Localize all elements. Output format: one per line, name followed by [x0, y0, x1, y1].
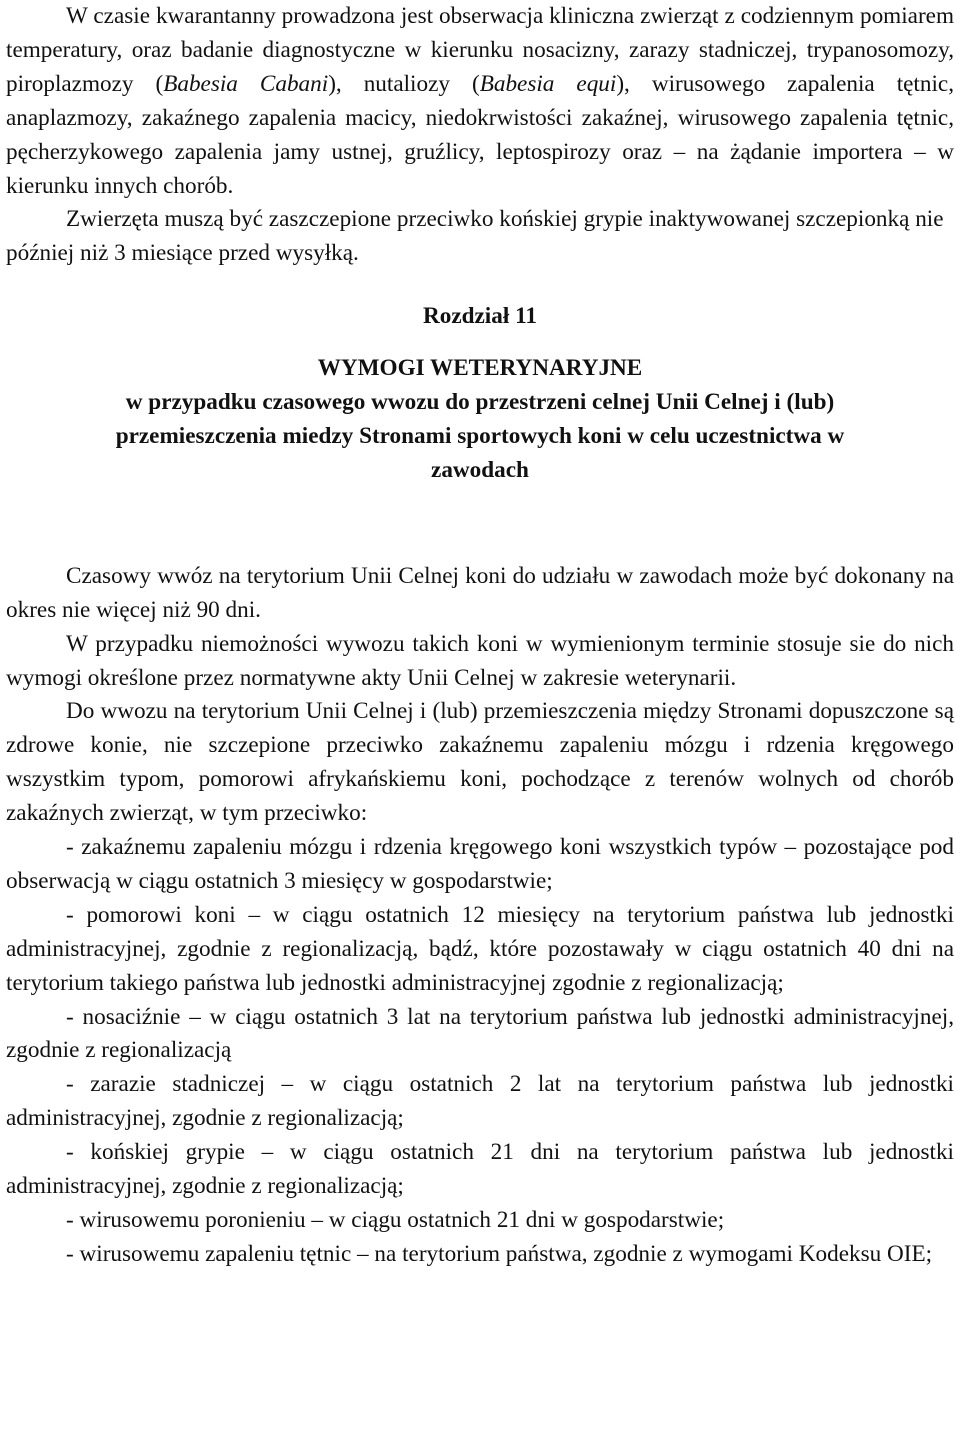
list-item: - nosaciźnie – w ciągu ostatnich 3 lat na terytorium państwa lub jednostki administracyjnej, zgodnie z regionalizacją	[6, 1003, 954, 1064]
chapter-title	[6, 352, 954, 488]
chapter-number: Rozdział 11	[422, 303, 537, 330]
chapter-title-line-3: zawodach	[431, 456, 529, 483]
chapter-title-main: WYMOGI WETERYNARYJNE	[317, 355, 643, 382]
paragraph-quarantine-text-a: W czasie kwarantanny prowadzona jest obserwacja kliniczna zwierząt z codziennym pomiarem temperatury, oraz badanie diagnostyczne w kierunku nosacizny, zarazy stadniczej, trypanosomozy, piroplazmozy (	[6, 3, 954, 97]
list-item: - zarazie stadniczej – w ciągu ostatnich 2 lat na terytorium państwa lub jednostki administracyjnej, zgodnie z regionalizacją;	[6, 1071, 954, 1132]
chapter-title-line-1: w przypadku czasowego wwozu do przestrzeni celnej Unii Celnej i (lub)	[125, 389, 835, 416]
list-item: - wirusowemu zapaleniu tętnic – na terytorium państwa, zgodnie z wymogami Kodeksu OIE;	[66, 1240, 933, 1267]
paragraph-admission-conditions: Do wwozu na terytorium Unii Celnej i (lub) przemieszczenia między Stronami dopuszczone są zdrowe konie, nie szczepione przeciwko zakaźnemu zapaleniu mózgu i rdzenia kręgowego wszystkim typom, pomorowi afrykańskiemu koni, pochodzące z terenów wolnych od chorób zakaźnych zwierząt, w tym przeciwko:	[6, 698, 954, 827]
list-item: - wirusowemu poronieniu – w ciągu ostatnich 21 dni w gospodarstwie;	[66, 1207, 725, 1233]
paragraph-quarantine-observation	[6, 0, 954, 203]
species-name-babesia-equi: Babesia equi	[479, 70, 617, 97]
paragraph-export-impossibility: W przypadku niemożności wywozu takich koni w wymienionym terminie stosuje sie do nich wymogi określone przez normatywne akty Unii Celnej w zakresie weterynarii.	[6, 630, 954, 691]
chapter-title-line-2: przemieszczenia miedzy Stronami sportowych koni w celu uczestnictwa w	[115, 422, 845, 449]
species-name-babesia-cabani: Babesia Cabani	[163, 70, 329, 97]
paragraph-vaccination: Zwierzęta muszą być zaszczepione przeciwko końskiej grypie inaktywowanej szczepionką nie później niż 3 miesiące przed wysyłką.	[6, 206, 944, 267]
list-item: - końskiej grypie – w ciągu ostatnich 21 dni na terytorium państwa lub jednostki administracyjnej, zgodnie z regionalizacją;	[6, 1139, 954, 1200]
spacer	[6, 488, 954, 560]
paragraph-temporary-import: Czasowy wwóz na terytorium Unii Celnej koni do udziału w zawodach może być dokonany na okres nie więcej niż 90 dni.	[6, 562, 954, 623]
paragraph-quarantine-text-b: ), nutaliozy (	[328, 70, 480, 97]
list-item: - pomorowi koni – w ciągu ostatnich 12 miesięcy na terytorium państwa lub jednostki administracyjnej, zgodnie z regionalizacją, bądź, które pozostawały w ciągu ostatnich 40 dni na terytorium takiego państwa lub jednostki administracyjnej zgodnie z regionalizacją;	[6, 901, 954, 996]
list-item: - zakaźnemu zapaleniu mózgu i rdzenia kręgowego koni wszystkich typów – pozostające pod obserwacją w ciągu ostatnich 3 miesięcy w gospodarstwie;	[6, 834, 954, 894]
paragraph-quarantine-text-c: ), wirusowego zapalenia tętnic, anaplazmozy, zakaźnego zapalenia macicy, niedokrwistości zakaźnej, wirusowego zapalenia tętnic, pęcherzykowego zapalenia jamy ustnej, gruźlicy, leptospirozy oraz – na żądanie importera – w kierunku innych chorób.	[6, 70, 954, 199]
